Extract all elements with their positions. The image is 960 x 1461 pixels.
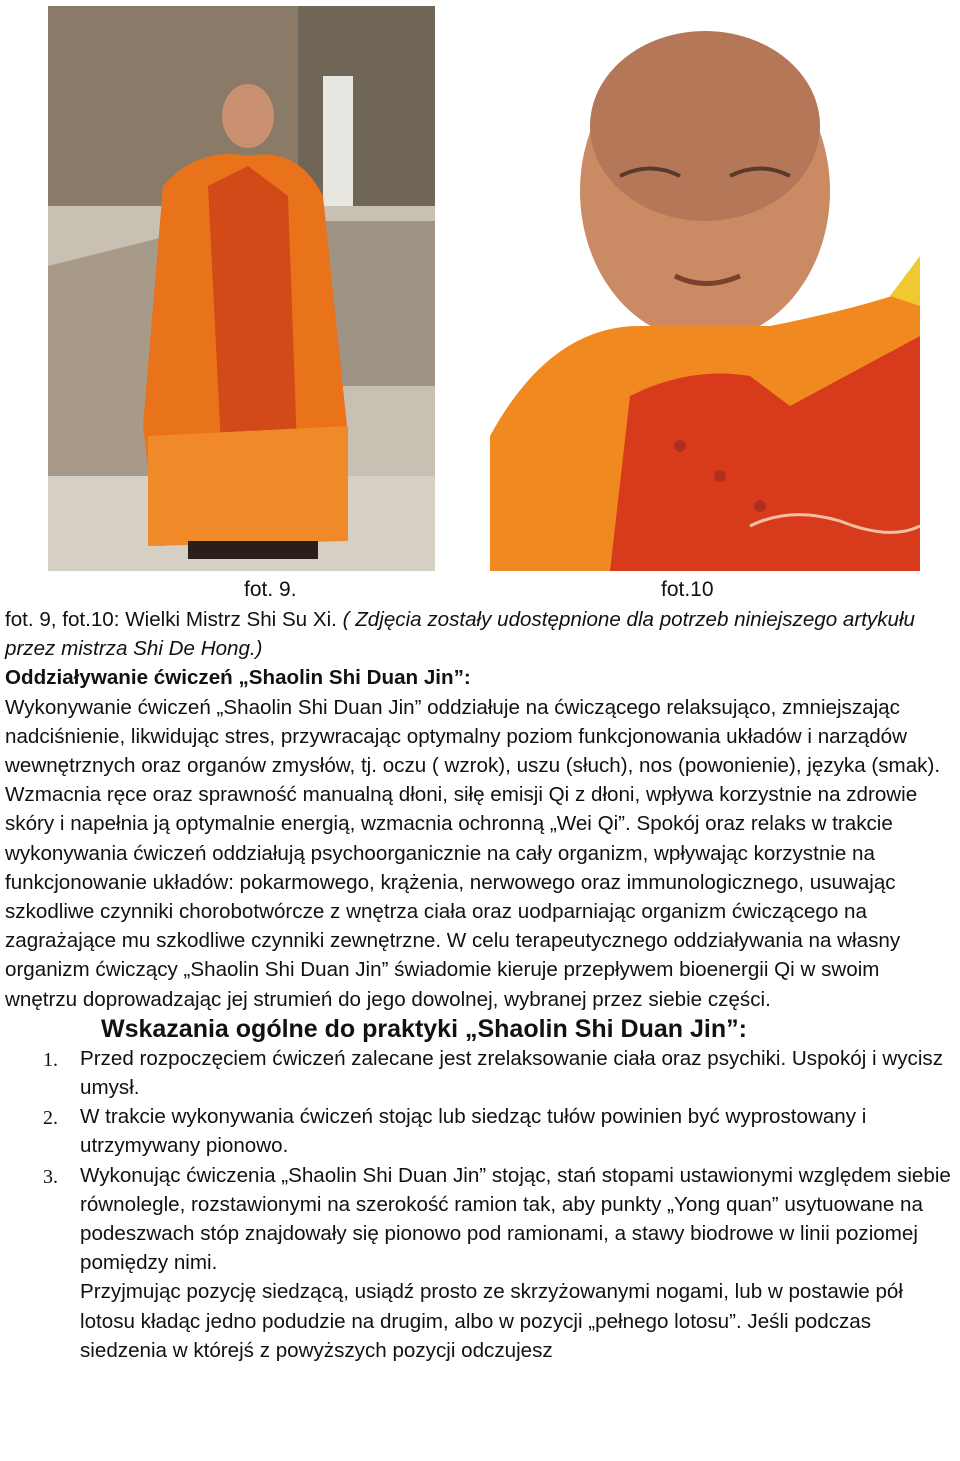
photo-captions: [0, 576, 960, 606]
list-item-text: Przed rozpoczęciem ćwiczeń zalecane jest zrelaksowanie ciała oraz psychiki. Uspokój i wycisz umysł.: [80, 1046, 943, 1100]
photo-master-standing: [48, 6, 435, 571]
photo-master-portrait-image: [490, 6, 920, 571]
photo-master-standing-image: [48, 6, 435, 571]
credit-text: fot. 9, fot.10: Wielki Mistrz Shi Su Xi.: [5, 608, 343, 631]
caption-fig10: fot.10: [661, 578, 714, 601]
list-item-number: 3.: [43, 1165, 58, 1188]
list-item-number: 1.: [43, 1048, 58, 1071]
credit-note: ( Zdjęcia zostały udostępnione dla potrzeb niniejszego artykułu przez mistrza Shi De Hong.): [5, 608, 916, 661]
article-body: [5, 605, 957, 1365]
section-heading-effects: Oddziaływanie ćwiczeń „Shaolin Shi Duan Jin”:: [5, 666, 471, 690]
photo-credit: [5, 605, 957, 663]
list-item-text: W trakcie wykonywania ćwiczeń stojąc lub siedząc tułów powinien być wyprostowany i utrzymywany pionowo.: [80, 1105, 867, 1158]
photo-master-portrait: [490, 6, 920, 571]
list-item: [5, 1102, 957, 1160]
section-body-effects: Wykonywanie ćwiczeń „Shaolin Shi Duan Jin” oddziałuje na ćwiczącego relaksująco, zmniejszając nadciśnienie, likwidując stres, przywracając optymalny poziom funkcjonowania układów i narządów wewnętrznych oraz organów zmysłów, tj. oczu ( wzrok), uszu (słuch), nos (powonienie), języka (smak). Wzmacnia ręce oraz sprawność manualną dłoni, siłę emisji Qi z dłoni, wpływa korzystnie na zdrowie skóry i napełnia ją optymalnie energią, wzmacnia ochronną „Wei Qi”. Spokój oraz relaks w trakcie wykonywania ćwiczeń oddziałują psychoorganicznie na cały organizm, wpływając korzystnie na funkcjonowanie układów: pokarmowego, krążenia, nerwowego oraz immunologicznego, usuwając szkodliwe czynniki chorobotwórcze z wnętrza ciała oraz uodparniając organizm ćwiczącego na zagrażające mu szkodliwe czynniki zewnętrzne. W celu terapeutycznego oddziaływania na własny organizm ćwiczący „Shaolin Shi Duan Jin” świadomie kieruje przepływem bioenergii Qi w swoim wnętrzu doprowadzając jej strumień do jego dowolnej, wybranej przez siebie części.: [5, 695, 941, 1011]
list-item-text: Wykonując ćwiczenia „Shaolin Shi Duan Jin” stojąc, stań stopami ustawionymi względem siebie równolegle, rozstawionymi na szerokość ramion tak, aby punkty „Yong quan” usytuowane na podeszwach stóp znajdowały się pionowo pod ramionami, a stawy biodrowe w linii poziomej pomiędzy nimi.: [80, 1163, 951, 1275]
caption-fig9: fot. 9.: [244, 578, 297, 601]
list-item-number: 2.: [43, 1107, 58, 1130]
list-item: [5, 1161, 957, 1365]
list-item-continuation: Przyjmując pozycję siedzącą, usiądź prosto ze skrzyżowanymi nogami, lub w postawie pół lotosu kładąc jedno podudzie na drugim, albo w pozycji „pełnego lotosu”. Jeśli podczas siedzenia w którejś z powyższych pozycji odczujesz: [80, 1280, 903, 1362]
section-heading-indications: Wskazania ogólne do praktyki „Shaolin Shi Duan Jin”:: [101, 1014, 747, 1043]
indications-list: [5, 1044, 957, 1365]
list-item: [5, 1044, 957, 1102]
